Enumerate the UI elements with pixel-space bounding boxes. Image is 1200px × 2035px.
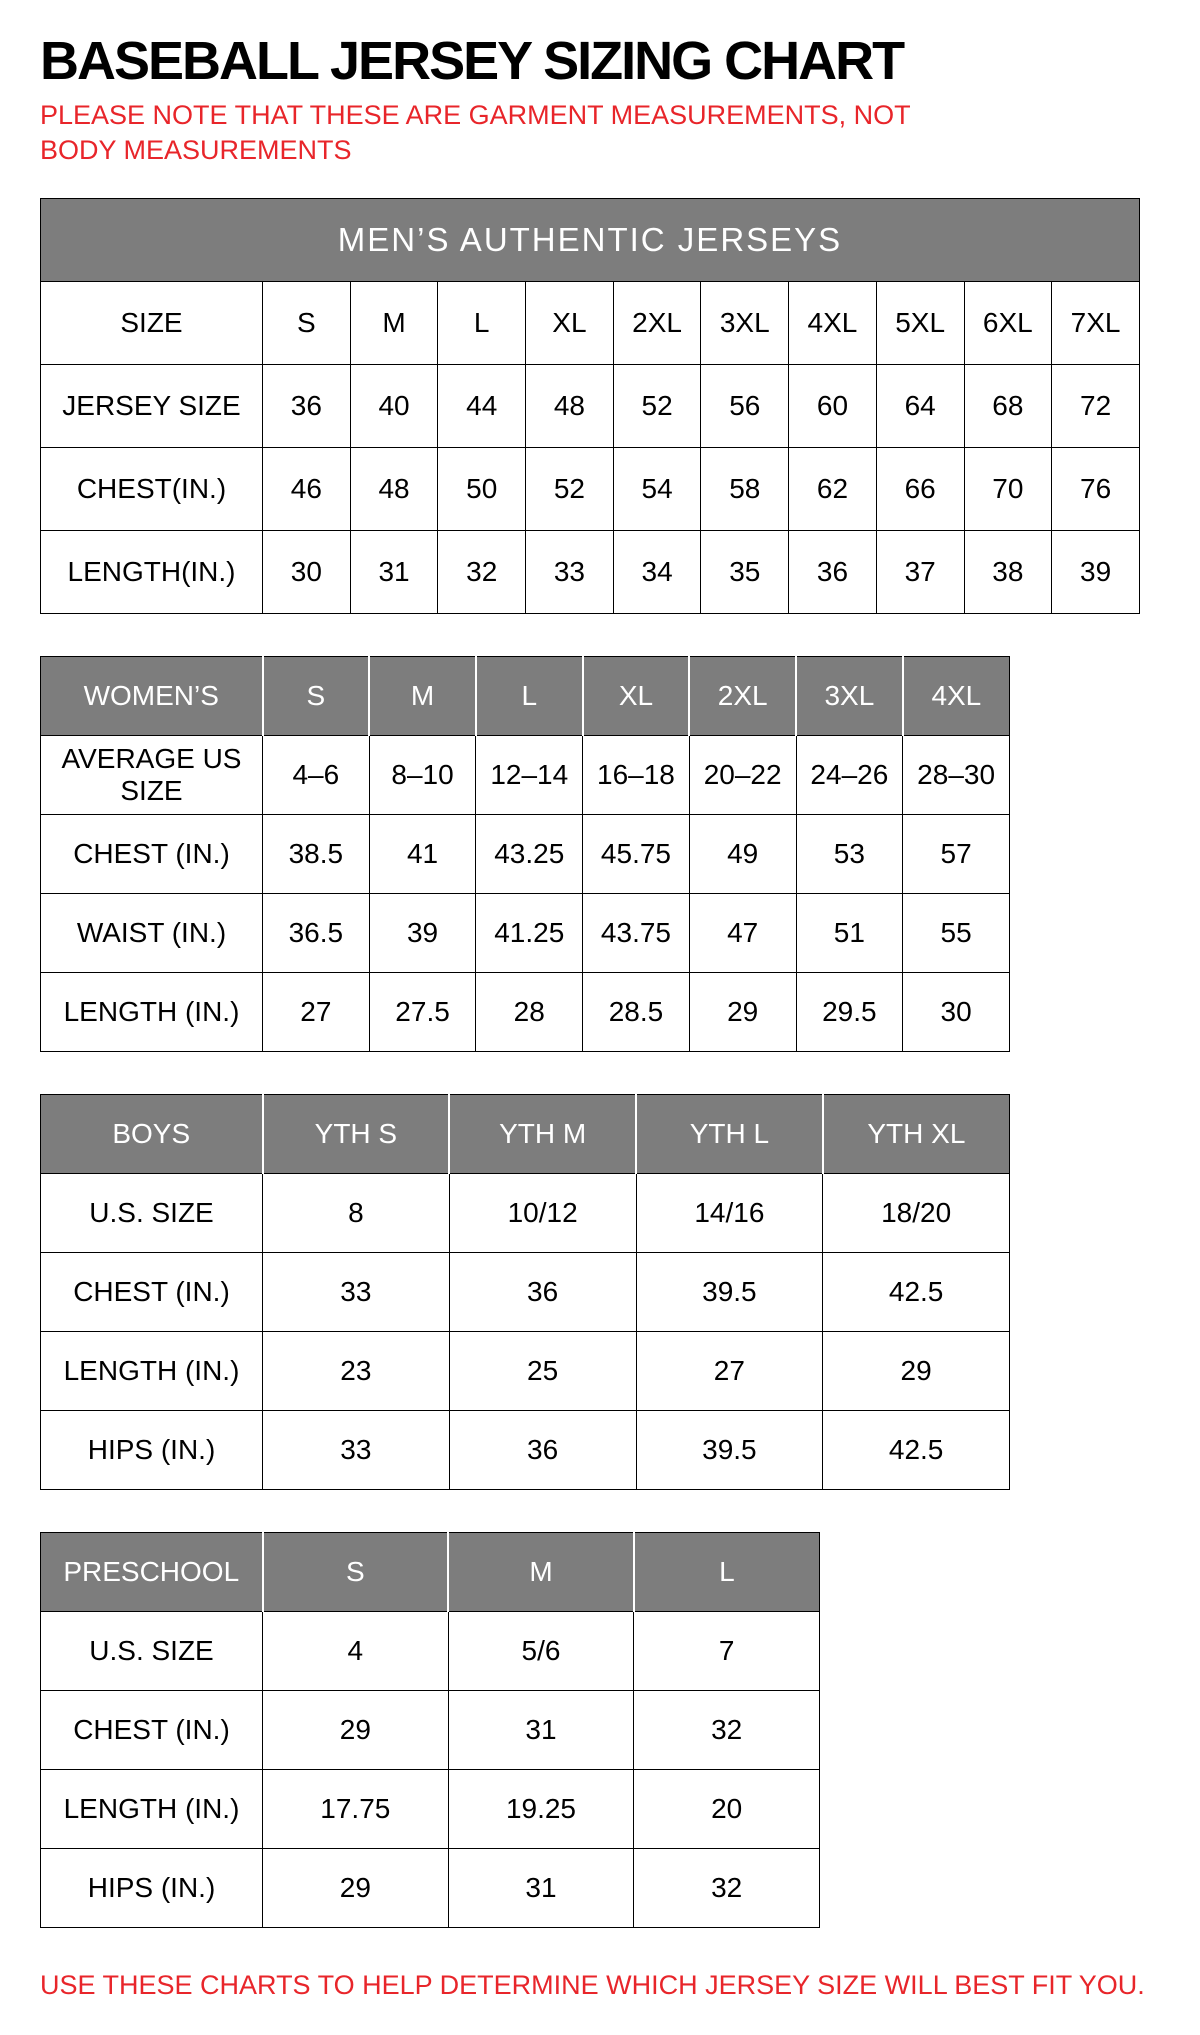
data-cell: 36 bbox=[789, 531, 877, 614]
data-cell: 47 bbox=[689, 894, 796, 973]
data-cell: 43.25 bbox=[476, 815, 583, 894]
row-label: LENGTH (IN.) bbox=[41, 1770, 263, 1849]
data-cell: 55 bbox=[903, 894, 1010, 973]
row-label: LENGTH (IN.) bbox=[41, 1332, 263, 1411]
data-cell: 30 bbox=[263, 531, 351, 614]
data-cell: 38 bbox=[964, 531, 1052, 614]
row-label: WAIST (IN.) bbox=[41, 894, 263, 973]
garment-measurement-note: PLEASE NOTE THAT THESE ARE GARMENT MEASUREMENTS, NOT BODY MEASUREMENTS bbox=[40, 100, 911, 166]
data-cell: 40 bbox=[350, 365, 438, 448]
data-cell: 39 bbox=[1052, 531, 1140, 614]
data-cell: YTH M bbox=[449, 1095, 636, 1174]
data-cell: 20–22 bbox=[689, 736, 796, 815]
data-cell: 27.5 bbox=[369, 973, 476, 1052]
data-cell: L bbox=[634, 1533, 820, 1612]
row-label: HIPS (IN.) bbox=[41, 1849, 263, 1928]
data-cell: 29 bbox=[263, 1849, 449, 1928]
data-cell: 33 bbox=[263, 1253, 450, 1332]
data-cell: 29 bbox=[823, 1332, 1010, 1411]
data-cell: 5/6 bbox=[448, 1612, 634, 1691]
data-cell: 37 bbox=[876, 531, 964, 614]
data-cell: L bbox=[476, 657, 583, 736]
data-cell: S bbox=[263, 282, 351, 365]
data-cell: 7 bbox=[634, 1612, 820, 1691]
data-cell: 33 bbox=[526, 531, 614, 614]
row-label: CHEST (IN.) bbox=[41, 1253, 263, 1332]
data-cell: L bbox=[438, 282, 526, 365]
womens-table bbox=[40, 656, 1010, 1052]
data-cell: 39 bbox=[369, 894, 476, 973]
boys-table bbox=[40, 1094, 1010, 1490]
data-cell: 56 bbox=[701, 365, 789, 448]
data-cell: 7XL bbox=[1052, 282, 1140, 365]
data-cell: YTH S bbox=[263, 1095, 450, 1174]
data-cell: 31 bbox=[448, 1849, 634, 1928]
data-cell: 4 bbox=[263, 1612, 449, 1691]
row-label: BOYS bbox=[41, 1095, 263, 1174]
data-cell: 29 bbox=[689, 973, 796, 1052]
row-label: LENGTH(IN.) bbox=[41, 531, 263, 614]
data-cell: 38.5 bbox=[263, 815, 370, 894]
data-cell: 18/20 bbox=[823, 1174, 1010, 1253]
data-cell: 29.5 bbox=[796, 973, 903, 1052]
data-cell: 17.75 bbox=[263, 1770, 449, 1849]
data-cell: 20 bbox=[634, 1770, 820, 1849]
data-cell: 14/16 bbox=[636, 1174, 823, 1253]
data-cell: 39.5 bbox=[636, 1411, 823, 1490]
data-cell: 4–6 bbox=[263, 736, 370, 815]
data-cell: 72 bbox=[1052, 365, 1140, 448]
data-cell: 42.5 bbox=[823, 1253, 1010, 1332]
mens-band-header: MEN’S AUTHENTIC JERSEYS bbox=[41, 199, 1140, 282]
data-cell: 19.25 bbox=[448, 1770, 634, 1849]
row-label: HIPS (IN.) bbox=[41, 1411, 263, 1490]
data-cell: 36 bbox=[449, 1411, 636, 1490]
footer-note: USE THESE CHARTS TO HELP DETERMINE WHICH JERSEY SIZE WILL BEST FIT YOU. bbox=[40, 1970, 1145, 2001]
data-cell: 31 bbox=[350, 531, 438, 614]
data-cell: 16–18 bbox=[583, 736, 690, 815]
tables-section bbox=[40, 198, 1160, 1928]
preschool-table bbox=[40, 1532, 820, 1928]
data-cell: 39.5 bbox=[636, 1253, 823, 1332]
data-cell: 62 bbox=[789, 448, 877, 531]
data-cell: 33 bbox=[263, 1411, 450, 1490]
data-cell: 52 bbox=[613, 365, 701, 448]
data-cell: 4XL bbox=[903, 657, 1010, 736]
row-label: U.S. SIZE bbox=[41, 1174, 263, 1253]
data-cell: 28–30 bbox=[903, 736, 1010, 815]
data-cell: 8–10 bbox=[369, 736, 476, 815]
page-title: BASEBALL JERSEY SIZING CHART bbox=[40, 31, 904, 91]
data-cell: XL bbox=[583, 657, 690, 736]
data-cell: 2XL bbox=[689, 657, 796, 736]
data-cell: 41 bbox=[369, 815, 476, 894]
data-cell: 32 bbox=[438, 531, 526, 614]
row-label: SIZE bbox=[41, 282, 263, 365]
data-cell: 3XL bbox=[701, 282, 789, 365]
data-cell: 49 bbox=[689, 815, 796, 894]
data-cell: YTH XL bbox=[823, 1095, 1010, 1174]
data-cell: 6XL bbox=[964, 282, 1052, 365]
data-cell: 28.5 bbox=[583, 973, 690, 1052]
data-cell: 48 bbox=[526, 365, 614, 448]
data-cell: 43.75 bbox=[583, 894, 690, 973]
data-cell: 51 bbox=[796, 894, 903, 973]
data-cell: 44 bbox=[438, 365, 526, 448]
data-cell: 27 bbox=[636, 1332, 823, 1411]
data-cell: 12–14 bbox=[476, 736, 583, 815]
data-cell: 8 bbox=[263, 1174, 450, 1253]
data-cell: 23 bbox=[263, 1332, 450, 1411]
data-cell: 28 bbox=[476, 973, 583, 1052]
data-cell: 4XL bbox=[789, 282, 877, 365]
data-cell: 25 bbox=[449, 1332, 636, 1411]
data-cell: 31 bbox=[448, 1691, 634, 1770]
data-cell: 29 bbox=[263, 1691, 449, 1770]
data-cell: M bbox=[448, 1533, 634, 1612]
data-cell: 46 bbox=[263, 448, 351, 531]
row-label: CHEST (IN.) bbox=[41, 1691, 263, 1770]
data-cell: 5XL bbox=[876, 282, 964, 365]
data-cell: 36 bbox=[449, 1253, 636, 1332]
row-label: LENGTH (IN.) bbox=[41, 973, 263, 1052]
row-label: JERSEY SIZE bbox=[41, 365, 263, 448]
data-cell: 53 bbox=[796, 815, 903, 894]
data-cell: 36.5 bbox=[263, 894, 370, 973]
data-cell: 2XL bbox=[613, 282, 701, 365]
data-cell: XL bbox=[526, 282, 614, 365]
data-cell: 57 bbox=[903, 815, 1010, 894]
data-cell: 30 bbox=[903, 973, 1010, 1052]
row-label: CHEST (IN.) bbox=[41, 815, 263, 894]
data-cell: 45.75 bbox=[583, 815, 690, 894]
data-cell: 70 bbox=[964, 448, 1052, 531]
row-label: AVERAGE US SIZE bbox=[41, 736, 263, 815]
mens-authentic-jerseys-table bbox=[40, 198, 1140, 614]
data-cell: 50 bbox=[438, 448, 526, 531]
data-cell: YTH L bbox=[636, 1095, 823, 1174]
data-cell: 52 bbox=[526, 448, 614, 531]
data-cell: 3XL bbox=[796, 657, 903, 736]
data-cell: 10/12 bbox=[449, 1174, 636, 1253]
data-cell: 27 bbox=[263, 973, 370, 1052]
data-cell: 60 bbox=[789, 365, 877, 448]
data-cell: 34 bbox=[613, 531, 701, 614]
data-cell: 66 bbox=[876, 448, 964, 531]
data-cell: 54 bbox=[613, 448, 701, 531]
data-cell: 42.5 bbox=[823, 1411, 1010, 1490]
data-cell: 64 bbox=[876, 365, 964, 448]
data-cell: 58 bbox=[701, 448, 789, 531]
data-cell: 48 bbox=[350, 448, 438, 531]
row-label: PRESCHOOL bbox=[41, 1533, 263, 1612]
data-cell: 32 bbox=[634, 1849, 820, 1928]
row-label: U.S. SIZE bbox=[41, 1612, 263, 1691]
data-cell: 41.25 bbox=[476, 894, 583, 973]
data-cell: 24–26 bbox=[796, 736, 903, 815]
data-cell: 36 bbox=[263, 365, 351, 448]
data-cell: 68 bbox=[964, 365, 1052, 448]
row-label: CHEST(IN.) bbox=[41, 448, 263, 531]
data-cell: 32 bbox=[634, 1691, 820, 1770]
data-cell: S bbox=[263, 657, 370, 736]
data-cell: M bbox=[369, 657, 476, 736]
row-label: WOMEN’S bbox=[41, 657, 263, 736]
data-cell: S bbox=[263, 1533, 449, 1612]
data-cell: M bbox=[350, 282, 438, 365]
data-cell: 35 bbox=[701, 531, 789, 614]
data-cell: 76 bbox=[1052, 448, 1140, 531]
